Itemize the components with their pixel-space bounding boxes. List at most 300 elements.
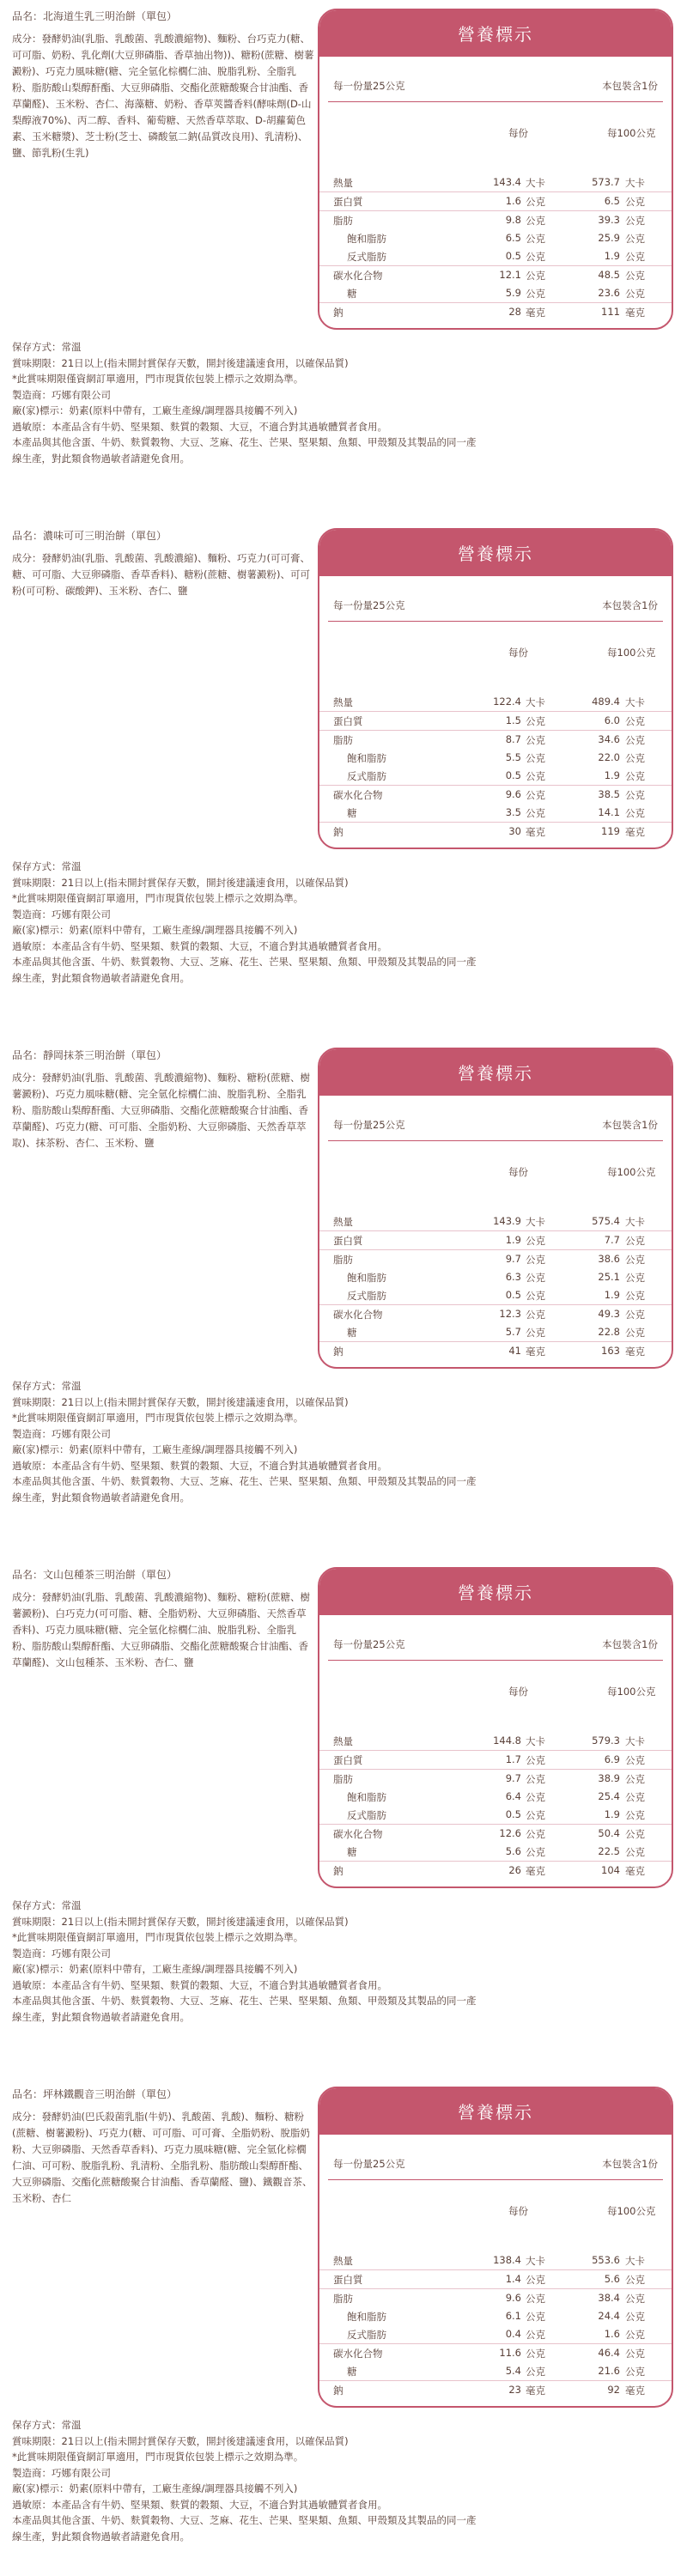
- nutrient-name: 飽和脂肪: [347, 233, 386, 245]
- value-per-serving: 12.6: [499, 1827, 521, 1839]
- unit-per-serving: 公克: [526, 1272, 545, 1284]
- column-header-per-100g: 每100公克: [607, 647, 656, 659]
- nutrition-label-title: 營養標示: [319, 1569, 672, 1615]
- value-per-100g: 38.6: [598, 1253, 620, 1265]
- ingredients-text: 成分：發酵奶油(乳脂、乳酸菌、乳酸濃縮物)、麵粉、糖粉(蔗糖、樹薯澱粉)、巧克力風味糖(糖、完全氫化棕櫚仁油、脫脂乳粉、全脂乳粉、脂肪酸山梨醇酐酯、大豆卵磷脂、交酯化蔗糖酸聚合甘油酯、香草蘭醛)、巧克力(糖、可可脂、全脂奶粉、大豆卵磷脂、天然香草萃取)、抹茶粉、杏仁、玉米粉、鹽: [12, 1072, 310, 1149]
- unit-per-100g: 大卡: [625, 1735, 645, 1747]
- unit-per-100g: 毫克: [625, 2385, 645, 2397]
- nutrition-row: [319, 2270, 672, 2289]
- note-line: 賞味期限：21日以上(指未開封賞保存天數，開封後建議速食用，以確保品質): [12, 356, 349, 369]
- value-per-serving: 122.4: [493, 696, 521, 708]
- note-line: 線生產，對此類食物過敏者請避免食用。: [12, 452, 190, 465]
- nutrient-name: 糖: [347, 2366, 357, 2378]
- nutrition-row: [319, 1268, 672, 1286]
- nutrition-row: [319, 1305, 672, 1323]
- nutrition-label-card: [318, 2087, 673, 2408]
- unit-per-100g: 大卡: [625, 177, 645, 189]
- product-name: 品名：靜岡抹茶三明治餅（單包）: [12, 1049, 167, 1061]
- value-per-serving: 12.3: [499, 1308, 521, 1320]
- nutrition-row: [319, 1751, 672, 1770]
- unit-per-100g: 毫克: [625, 826, 645, 838]
- unit-per-100g: 公克: [625, 288, 645, 300]
- value-per-serving: 9.6: [505, 2292, 521, 2304]
- note-line: *此賞味期限僅資網訂單適用，門市現貨依包裝上標示之效期為準。: [12, 1412, 304, 1424]
- value-per-100g: 489.4: [592, 696, 620, 708]
- value-per-serving: 5.7: [505, 1326, 521, 1338]
- nutrition-label-title: 營養標示: [319, 2088, 672, 2135]
- nutrition-row: [319, 2381, 672, 2399]
- unit-per-100g: 公克: [625, 1828, 645, 1840]
- nutrition-label-card: [318, 1567, 673, 1888]
- nutrition-row: [319, 284, 672, 303]
- value-per-serving: 143.4: [493, 176, 521, 188]
- value-per-100g: 21.6: [598, 2365, 620, 2377]
- nutrition-row: [319, 266, 672, 284]
- value-per-serving: 0.5: [505, 769, 521, 781]
- note-line: 製造商：巧娜有限公司: [12, 388, 111, 401]
- label-divider: [328, 1140, 663, 1141]
- nutrient-name: 脂肪: [333, 1773, 353, 1785]
- value-per-100g: 575.4: [592, 1215, 620, 1227]
- value-per-100g: 1.9: [604, 1289, 620, 1301]
- nutrition-row: [319, 731, 672, 749]
- value-per-serving: 1.5: [505, 714, 521, 726]
- note-line: 廠(家)標示：奶素(原料中帶有，工廠生產線/調理器具接觸不列入): [12, 1443, 298, 1455]
- nutrition-row: [319, 1342, 672, 1360]
- unit-per-serving: 公克: [526, 2366, 545, 2378]
- unit-per-serving: 公克: [526, 1235, 545, 1247]
- storage-and-allergen-notes: [12, 339, 630, 466]
- unit-per-100g: 毫克: [625, 1865, 645, 1877]
- storage-and-allergen-notes: [12, 2417, 630, 2544]
- value-per-serving: 26: [508, 1864, 521, 1876]
- unit-per-100g: 公克: [625, 1846, 645, 1858]
- nutrition-row: [319, 1250, 672, 1268]
- label-divider: [328, 621, 663, 622]
- column-header-per-serving: 每份: [508, 1166, 528, 1178]
- nutrition-row: [319, 767, 672, 786]
- value-per-100g: 14.1: [598, 806, 620, 818]
- nutrient-name: 脂肪: [333, 734, 353, 746]
- value-per-100g: 38.4: [598, 2292, 620, 2304]
- note-line: 賞味期限：21日以上(指未開封賞保存天數，開封後建議速食用，以確保品質): [12, 876, 349, 889]
- unit-per-serving: 公克: [526, 1254, 545, 1266]
- unit-per-100g: 毫克: [625, 307, 645, 319]
- unit-per-serving: 公克: [526, 2311, 545, 2323]
- nutrition-row: [319, 693, 672, 712]
- ingredients-text: 成分：發酵奶油(乳脂、乳酸菌、乳酸濃縮物)、麵粉、台巧克力(糖、可可脂、奶粉、乳化劑(大豆卵磷脂、香草抽出物))、糖粉(蔗糖、樹薯澱粉)、巧克力風味糖(糖、完全氫化棕櫚仁油、脫脂乳粉、全脂乳粉、脂肪酸山梨醇酐酯、大豆卵磷脂、交酯化蔗糖酸聚合甘油酯、香草蘭醛)、玉米粉、杏仁、海藻糖、奶粉、香草莢醬香料(酵味劑(D-山梨醇液70%)、丙二醇、香料、葡萄糖、天然香草萃取、D-胡蘿蔔色素、玉米糖漿)、芝士粉(芝士、磷酸氫二鈉(品質改良用)、乳清粉)、鹽、節乳粉(生乳): [12, 33, 314, 159]
- unit-per-serving: 公克: [526, 1290, 545, 1302]
- nutrient-name: 蛋白質: [333, 1754, 363, 1766]
- unit-per-serving: 公克: [526, 1754, 545, 1766]
- unit-per-serving: 毫克: [526, 1346, 545, 1358]
- unit-per-serving: 公克: [526, 752, 545, 764]
- unit-per-100g: 公克: [625, 1327, 645, 1339]
- nutrition-row: [319, 1231, 672, 1250]
- value-per-serving: 0.5: [505, 1808, 521, 1820]
- ingredients-text: 成分：發酵奶油(乳脂、乳酸菌、乳酸濃縮物)、麵粉、糖粉(蔗糖、樹薯澱粉)、白巧克力(可可脂、糖、全脂奶粉、大豆卵磷脂、天然香草香料)、巧克力風味糖(糖、完全氫化棕櫚仁油、脫脂乳粉、全脂乳粉、脂肪酸山梨醇酐酯、大豆卵磷脂、交酯化蔗糖酸聚合甘油酯、香草蘭醛)、文山包種茶、玉米粉、杏仁、鹽: [12, 1591, 310, 1668]
- value-per-100g: 163: [601, 1345, 620, 1357]
- serving-size: 每一份量25公克: [333, 599, 405, 611]
- value-per-serving: 0.4: [505, 2328, 521, 2340]
- unit-per-serving: 毫克: [526, 307, 545, 319]
- value-per-serving: 9.8: [505, 214, 521, 226]
- value-per-100g: 22.0: [598, 751, 620, 763]
- value-per-100g: 25.9: [598, 232, 620, 244]
- nutrient-name: 熱量: [333, 696, 353, 708]
- nutrition-row: [319, 2344, 672, 2362]
- unit-per-100g: 公克: [625, 734, 645, 746]
- nutrition-row: [319, 2307, 672, 2325]
- note-line: 過敏原：本產品含有牛奶、堅果類、麩質的穀類、大豆，不適合對其過敏體質者食用。: [12, 2498, 387, 2511]
- value-per-100g: 92: [607, 2384, 620, 2396]
- unit-per-serving: 公克: [526, 1309, 545, 1321]
- value-per-100g: 25.1: [598, 1271, 620, 1283]
- label-divider: [328, 2179, 663, 2180]
- product-name: 品名：濃味可可三明治餅（單包）: [12, 530, 167, 542]
- nutrient-name: 蛋白質: [333, 2274, 363, 2286]
- value-per-100g: 553.6: [592, 2254, 620, 2266]
- nutrition-row: [319, 1212, 672, 1231]
- unit-per-serving: 大卡: [526, 1735, 545, 1747]
- nutrition-label-title: 營養標示: [319, 530, 672, 576]
- note-line: *此賞味期限僅資網訂單適用，門市現貨依包裝上標示之效期為準。: [12, 892, 304, 904]
- value-per-serving: 11.6: [499, 2347, 521, 2359]
- note-line: 製造商：巧娜有限公司: [12, 2466, 111, 2479]
- value-per-100g: 50.4: [598, 1827, 620, 1839]
- column-header-per-100g: 每100公克: [607, 2205, 656, 2217]
- value-per-serving: 9.7: [505, 1253, 521, 1265]
- unit-per-100g: 大卡: [625, 1216, 645, 1228]
- storage-and-allergen-notes: [12, 1898, 630, 2025]
- note-line: *此賞味期限僅資網訂單適用，門市現貨依包裝上標示之效期為準。: [12, 2451, 304, 2463]
- storage-and-allergen-notes: [12, 1378, 630, 1505]
- value-per-100g: 6.5: [604, 195, 620, 207]
- unit-per-serving: 公克: [526, 807, 545, 819]
- value-per-100g: 6.0: [604, 714, 620, 726]
- unit-per-serving: 大卡: [526, 177, 545, 189]
- value-per-serving: 0.5: [505, 250, 521, 262]
- nutrition-row: [319, 1770, 672, 1788]
- note-line: 廠(家)標示：奶素(原料中帶有，工廠生產線/調理器具接觸不列入): [12, 924, 298, 936]
- nutrient-name: 碳水化合物: [333, 270, 383, 282]
- value-per-serving: 6.5: [505, 232, 521, 244]
- note-line: 過敏原：本產品含有牛奶、堅果類、麩質的穀類、大豆，不適合對其過敏體質者食用。: [12, 420, 387, 433]
- note-line: 廠(家)標示：奶素(原料中帶有，工廠生產線/調理器具接觸不列入): [12, 404, 298, 416]
- nutrient-name: 碳水化合物: [333, 789, 383, 801]
- unit-per-serving: 公克: [526, 789, 545, 801]
- unit-per-100g: 公克: [625, 2329, 645, 2341]
- value-per-serving: 1.6: [505, 195, 521, 207]
- note-line: 過敏原：本產品含有牛奶、堅果類、麩質的穀類、大豆，不適合對其過敏體質者食用。: [12, 939, 387, 952]
- nutrition-row: [319, 1323, 672, 1342]
- note-line: 賞味期限：21日以上(指未開封賞保存天數，開封後建議速食用，以確保品質): [12, 2434, 349, 2447]
- nutrition-label-card: [318, 528, 673, 849]
- unit-per-serving: 公克: [526, 770, 545, 782]
- unit-per-100g: 公克: [625, 1235, 645, 1247]
- value-per-100g: 46.4: [598, 2347, 620, 2359]
- unit-per-100g: 公克: [625, 1272, 645, 1284]
- unit-per-100g: 公克: [625, 770, 645, 782]
- column-header-per-100g: 每100公克: [607, 127, 656, 139]
- value-per-serving: 5.9: [505, 287, 521, 299]
- servings-per-package: 本包裝含1份: [602, 1119, 658, 1131]
- nutrition-row: [319, 1286, 672, 1305]
- note-line: 本產品與其他含蛋、牛奶、麩質穀物、大豆、芝麻、花生、芒果、堅果類、魚類、甲殼類及其製品的同一產: [12, 1475, 477, 1487]
- serving-size: 每一份量25公克: [333, 2158, 405, 2170]
- note-line: 過敏原：本產品含有牛奶、堅果類、麩質的穀類、大豆，不適合對其過敏體質者食用。: [12, 1978, 387, 1991]
- product-name: 品名：北海道生乳三明治餅（單包）: [12, 10, 178, 22]
- unit-per-serving: 公克: [526, 2274, 545, 2286]
- unit-per-serving: 公克: [526, 270, 545, 282]
- note-line: 製造商：巧娜有限公司: [12, 1427, 111, 1440]
- note-line: *此賞味期限僅資網訂單適用，門市現貨依包裝上標示之效期為準。: [12, 373, 304, 385]
- value-per-serving: 12.1: [499, 269, 521, 281]
- value-per-100g: 24.4: [598, 2310, 620, 2322]
- value-per-serving: 1.9: [505, 1234, 521, 1246]
- value-per-serving: 6.4: [505, 1790, 521, 1802]
- unit-per-serving: 公克: [526, 233, 545, 245]
- nutrition-row: [319, 1843, 672, 1862]
- nutrient-name: 碳水化合物: [333, 1828, 383, 1840]
- value-per-serving: 138.4: [493, 2254, 521, 2266]
- note-line: 保存方式：常溫: [12, 1380, 82, 1392]
- serving-size: 每一份量25公克: [333, 1119, 405, 1131]
- value-per-serving: 23: [508, 2384, 521, 2396]
- unit-per-100g: 公克: [625, 1773, 645, 1785]
- unit-per-100g: 公克: [625, 2274, 645, 2286]
- unit-per-serving: 公克: [526, 288, 545, 300]
- ingredients-text: 成分：發酵奶油(巴氏殺菌乳脂(牛奶)、乳酸菌、乳酸)、麵粉、糖粉(蔗糖、樹薯澱粉)、巧克力(糖、可可脂、可可膏、全脂奶粉、脫脂奶粉、大豆卵磷脂、天然香草香料)、巧克力風味糖(糖、完全氫化棕櫚仁油、可可粉、脫脂乳粉、乳清粉、全脂乳粉、脂肪酸山梨醇酐酯、大豆卵磷脂、交酯化蔗糖酸聚合甘油酯、香草蘭醛、鹽)、鐵觀音茶、玉米粉、杏仁: [12, 2111, 313, 2204]
- note-line: 賞味期限：21日以上(指未開封賞保存天數，開封後建議速食用，以確保品質): [12, 1395, 349, 1408]
- nutrient-name: 蛋白質: [333, 196, 363, 208]
- nutrition-row: [319, 2362, 672, 2381]
- note-line: 線生產，對此類食物過敏者請避免食用。: [12, 1491, 190, 1504]
- nutrient-name: 鈉: [333, 307, 344, 319]
- unit-per-serving: 公克: [526, 1828, 545, 1840]
- column-header-per-serving: 每份: [508, 127, 528, 139]
- unit-per-serving: 公克: [526, 2348, 545, 2360]
- unit-per-serving: 毫克: [526, 1865, 545, 1877]
- unit-per-100g: 公克: [625, 1290, 645, 1302]
- value-per-serving: 5.6: [505, 1845, 521, 1857]
- nutrient-name: 脂肪: [333, 215, 353, 227]
- nutrient-name: 碳水化合物: [333, 1309, 383, 1321]
- nutrition-row: [319, 1788, 672, 1806]
- unit-per-serving: 公克: [526, 1809, 545, 1821]
- unit-per-100g: 公克: [625, 1309, 645, 1321]
- unit-per-serving: 毫克: [526, 2385, 545, 2397]
- note-line: 保存方式：常溫: [12, 1899, 82, 1911]
- unit-per-serving: 毫克: [526, 826, 545, 838]
- value-per-serving: 144.8: [493, 1735, 521, 1747]
- nutrient-name: 飽和脂肪: [347, 1791, 386, 1803]
- note-line: 本產品與其他含蛋、牛奶、麩質穀物、大豆、芝麻、花生、芒果、堅果類、魚類、甲殼類及其製品的同一產: [12, 2514, 477, 2526]
- nutrition-row: [319, 1732, 672, 1751]
- value-per-serving: 5.5: [505, 751, 521, 763]
- nutrition-label-title: 營養標示: [319, 10, 672, 57]
- nutrition-row: [319, 786, 672, 804]
- product-name: 品名：坪林鐵觀音三明治餅（單包）: [12, 2088, 178, 2100]
- unit-per-100g: 公克: [625, 1809, 645, 1821]
- value-per-100g: 48.5: [598, 269, 620, 281]
- unit-per-serving: 公克: [526, 1327, 545, 1339]
- nutrition-row: [319, 1806, 672, 1825]
- value-per-100g: 25.4: [598, 1790, 620, 1802]
- unit-per-serving: 大卡: [526, 696, 545, 708]
- serving-size: 每一份量25公克: [333, 1638, 405, 1650]
- label-divider: [328, 101, 663, 102]
- value-per-serving: 8.7: [505, 733, 521, 745]
- unit-per-100g: 公克: [625, 2293, 645, 2305]
- unit-per-serving: 公克: [526, 1773, 545, 1785]
- nutrient-name: 飽和脂肪: [347, 2311, 386, 2323]
- value-per-100g: 39.3: [598, 214, 620, 226]
- nutrition-row: [319, 247, 672, 266]
- value-per-100g: 573.7: [592, 176, 620, 188]
- product-name: 品名：文山包種茶三明治餅（單包）: [12, 1569, 178, 1581]
- nutrient-name: 碳水化合物: [333, 2348, 383, 2360]
- unit-per-serving: 公克: [526, 734, 545, 746]
- nutrition-rows: [319, 1212, 672, 1360]
- nutrient-name: 脂肪: [333, 1254, 353, 1266]
- note-line: 賞味期限：21日以上(指未開封賞保存天數，開封後建議速食用，以確保品質): [12, 1915, 349, 1928]
- column-header-per-serving: 每份: [508, 1686, 528, 1698]
- nutrient-name: 蛋白質: [333, 715, 363, 727]
- label-divider: [328, 1660, 663, 1661]
- unit-per-100g: 公克: [625, 2311, 645, 2323]
- nutrient-name: 糖: [347, 1327, 357, 1339]
- unit-per-100g: 公克: [625, 1254, 645, 1266]
- nutrition-row: [319, 192, 672, 211]
- note-line: 線生產，對此類食物過敏者請避免食用。: [12, 2010, 190, 2023]
- nutrition-row: [319, 749, 672, 767]
- note-line: 保存方式：常溫: [12, 860, 82, 872]
- value-per-100g: 1.9: [604, 250, 620, 262]
- value-per-100g: 22.5: [598, 1845, 620, 1857]
- nutrient-name: 熱量: [333, 177, 353, 189]
- value-per-100g: 38.9: [598, 1772, 620, 1784]
- unit-per-100g: 公克: [625, 752, 645, 764]
- nutrition-row: [319, 173, 672, 192]
- value-per-100g: 119: [601, 825, 620, 837]
- note-line: 過敏原：本產品含有牛奶、堅果類、麩質的穀類、大豆，不適合對其過敏體質者食用。: [12, 1459, 387, 1472]
- unit-per-100g: 大卡: [625, 696, 645, 708]
- note-line: 線生產，對此類食物過敏者請避免食用。: [12, 2530, 190, 2543]
- value-per-serving: 0.5: [505, 1289, 521, 1301]
- servings-per-package: 本包裝含1份: [602, 1638, 658, 1650]
- value-per-serving: 9.6: [505, 788, 521, 800]
- value-per-serving: 5.4: [505, 2365, 521, 2377]
- unit-per-100g: 公克: [625, 715, 645, 727]
- value-per-100g: 34.6: [598, 733, 620, 745]
- nutrition-row: [319, 1825, 672, 1843]
- value-per-serving: 1.4: [505, 2273, 521, 2285]
- unit-per-100g: 毫克: [625, 1346, 645, 1358]
- nutrition-rows: [319, 2251, 672, 2399]
- unit-per-100g: 公克: [625, 1791, 645, 1803]
- nutrition-row: [319, 2289, 672, 2307]
- nutrient-name: 鈉: [333, 826, 344, 838]
- nutrient-name: 鈉: [333, 1346, 344, 1358]
- serving-size: 每一份量25公克: [333, 80, 405, 92]
- unit-per-100g: 公克: [625, 2366, 645, 2378]
- nutrient-name: 熱量: [333, 1216, 353, 1228]
- unit-per-100g: 公克: [625, 1754, 645, 1766]
- storage-and-allergen-notes: [12, 859, 630, 986]
- unit-per-100g: 公克: [625, 807, 645, 819]
- ingredients-text: 成分：發酵奶油(乳脂、乳酸菌、乳酸濃縮)、麵粉、巧克力(可可膏、糖、可可脂、大豆卵磷脂、香草香料)、糖粉(蔗糖、樹薯澱粉)、可可粉(可可粉、碳酸鉀)、玉米粉、杏仁、鹽: [12, 552, 310, 597]
- column-header-per-serving: 每份: [508, 2205, 528, 2217]
- note-line: 保存方式：常溫: [12, 2419, 82, 2431]
- nutrition-row: [319, 229, 672, 247]
- nutrition-rows: [319, 1732, 672, 1880]
- value-per-serving: 41: [508, 1345, 521, 1357]
- note-line: *此賞味期限僅資網訂單適用，門市現貨依包裝上標示之效期為準。: [12, 1931, 304, 1943]
- value-per-100g: 38.5: [598, 788, 620, 800]
- nutrition-row: [319, 1862, 672, 1880]
- note-line: 廠(家)標示：奶素(原料中帶有，工廠生產線/調理器具接觸不列入): [12, 1963, 298, 1975]
- value-per-serving: 6.1: [505, 2310, 521, 2322]
- nutrition-label-card: [318, 1048, 673, 1369]
- note-line: 保存方式：常溫: [12, 341, 82, 353]
- value-per-100g: 579.3: [592, 1735, 620, 1747]
- nutrient-name: 反式脂肪: [347, 1809, 386, 1821]
- nutrient-name: 糖: [347, 288, 357, 300]
- value-per-100g: 111: [601, 306, 620, 318]
- nutrition-label-title: 營養標示: [319, 1049, 672, 1096]
- note-line: 本產品與其他含蛋、牛奶、麩質穀物、大豆、芝麻、花生、芒果、堅果類、魚類、甲殼類及其製品的同一產: [12, 1995, 477, 2007]
- nutrient-name: 反式脂肪: [347, 2329, 386, 2341]
- column-header-per-100g: 每100公克: [607, 1166, 656, 1178]
- unit-per-100g: 公克: [625, 251, 645, 263]
- nutrient-name: 蛋白質: [333, 1235, 363, 1247]
- value-per-100g: 7.7: [604, 1234, 620, 1246]
- nutrition-row: [319, 211, 672, 229]
- nutrition-row: [319, 2325, 672, 2344]
- note-line: 本產品與其他含蛋、牛奶、麩質穀物、大豆、芝麻、花生、芒果、堅果類、魚類、甲殼類及其製品的同一產: [12, 956, 477, 968]
- unit-per-100g: 公克: [625, 270, 645, 282]
- unit-per-serving: 公克: [526, 715, 545, 727]
- unit-per-serving: 公克: [526, 2293, 545, 2305]
- note-line: 線生產，對此類食物過敏者請避免食用。: [12, 971, 190, 984]
- nutrient-name: 飽和脂肪: [347, 1272, 386, 1284]
- unit-per-serving: 公克: [526, 2329, 545, 2341]
- nutrition-label-card: [318, 9, 673, 330]
- unit-per-100g: 公克: [625, 196, 645, 208]
- note-line: 本產品與其他含蛋、牛奶、麩質穀物、大豆、芝麻、花生、芒果、堅果類、魚類、甲殼類及其製品的同一產: [12, 436, 477, 448]
- unit-per-serving: 公克: [526, 215, 545, 227]
- unit-per-100g: 公克: [625, 233, 645, 245]
- unit-per-100g: 大卡: [625, 2255, 645, 2267]
- nutrition-row: [319, 2251, 672, 2270]
- unit-per-100g: 公克: [625, 215, 645, 227]
- value-per-100g: 1.9: [604, 1808, 620, 1820]
- value-per-serving: 3.5: [505, 806, 521, 818]
- nutrition-rows: [319, 173, 672, 321]
- nutrient-name: 反式脂肪: [347, 1290, 386, 1302]
- value-per-100g: 104: [601, 1864, 620, 1876]
- nutrient-name: 鈉: [333, 1865, 344, 1877]
- nutrient-name: 反式脂肪: [347, 770, 386, 782]
- nutrition-row: [319, 823, 672, 841]
- unit-per-serving: 公克: [526, 251, 545, 263]
- value-per-100g: 22.8: [598, 1326, 620, 1338]
- note-line: 製造商：巧娜有限公司: [12, 908, 111, 920]
- unit-per-100g: 公克: [625, 2348, 645, 2360]
- unit-per-100g: 公克: [625, 789, 645, 801]
- value-per-100g: 6.9: [604, 1753, 620, 1765]
